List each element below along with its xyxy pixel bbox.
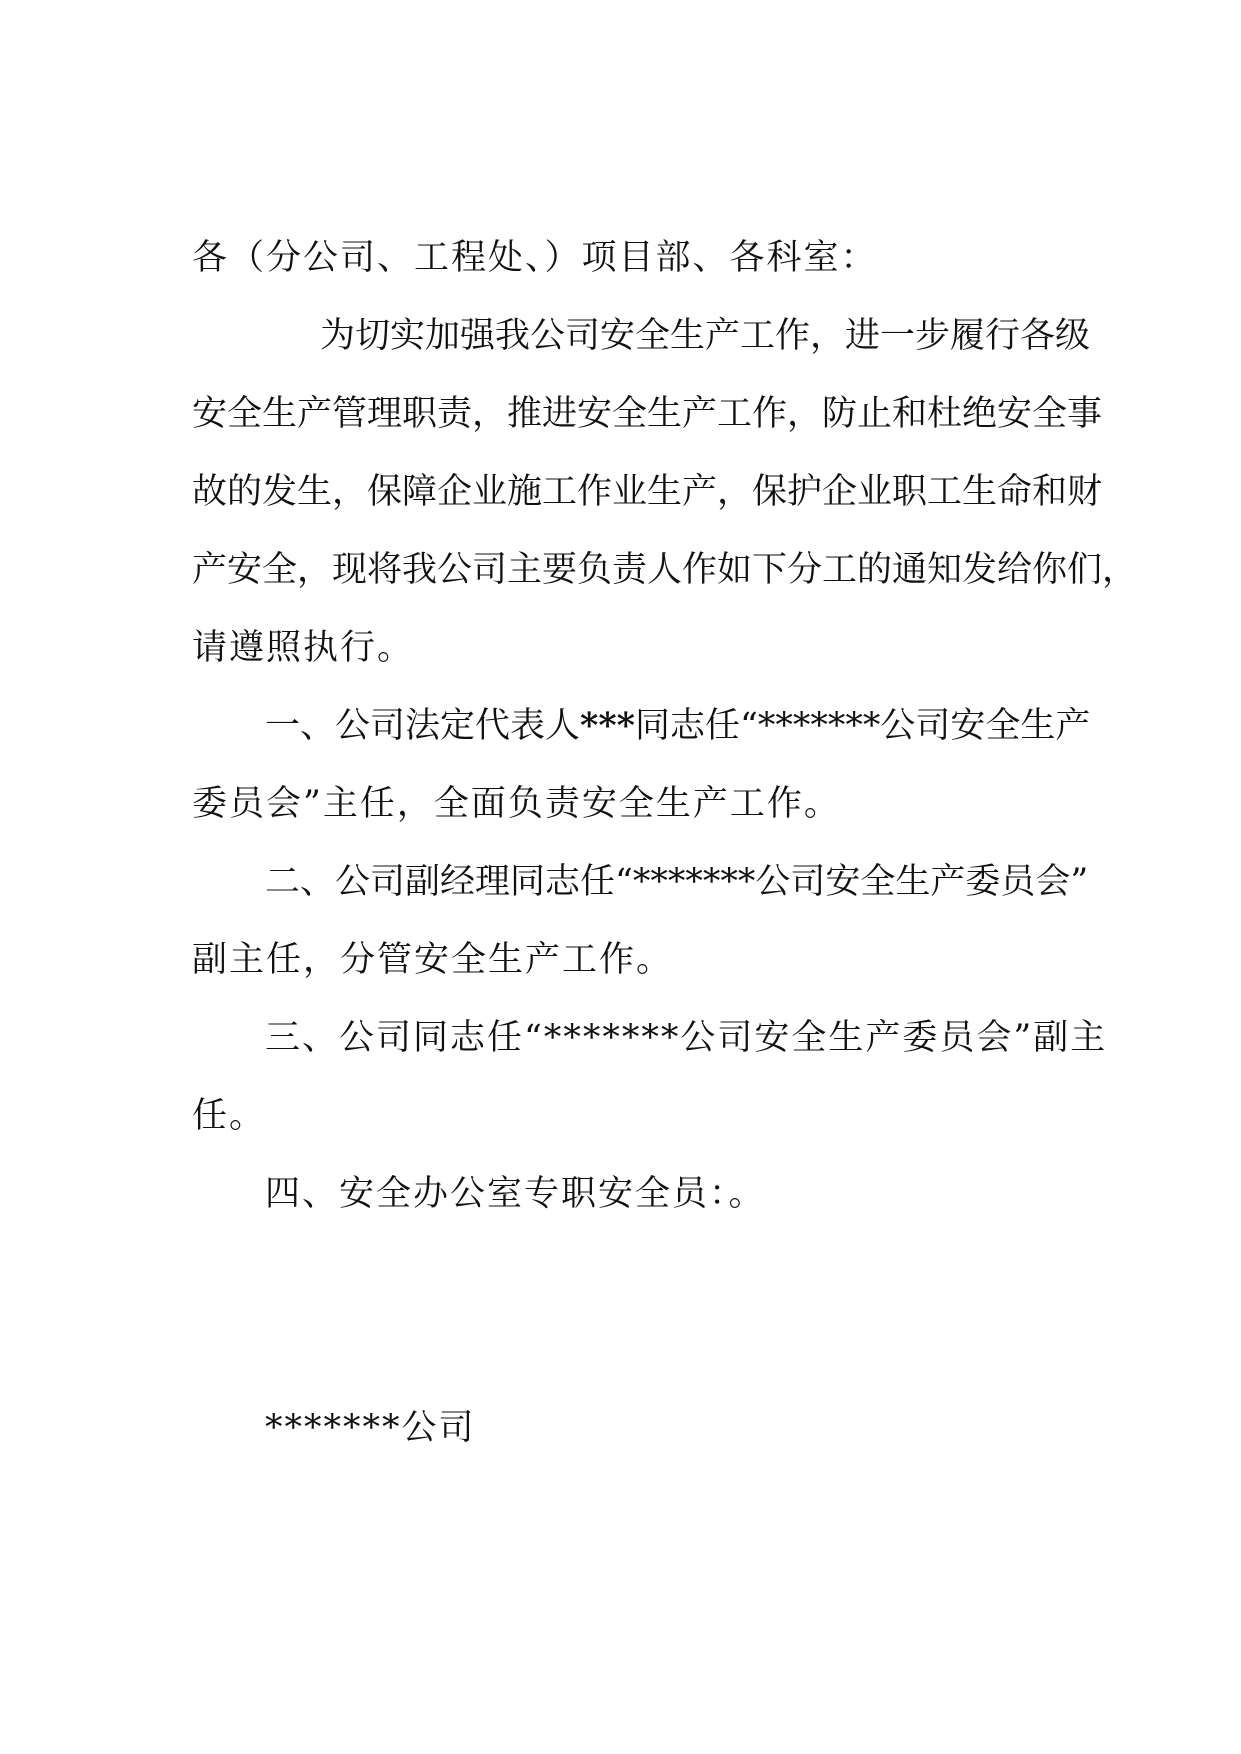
intro-line-1: 为切实加强我公司安全生产工作，进一步履行各级 xyxy=(320,316,1091,356)
intro-line-4: 产安全，现将我公司主要负责人作如下分工的通知发给你们， xyxy=(192,550,1138,590)
item-3-line-1: 三、公司同志任“*******公司安全生产委员会”副主 xyxy=(265,1018,1108,1058)
intro-line-2: 安全生产管理职责，推进安全生产工作，防止和杜绝安全事 xyxy=(192,394,1103,434)
salutation: 各（分公司、工程处、）项目部、各科室： xyxy=(192,238,878,278)
intro-line-5: 请遵照执行。 xyxy=(192,628,415,668)
signature-company: *******公司 xyxy=(265,1408,476,1448)
item-3-line-2: 任。 xyxy=(192,1096,267,1136)
intro-line-3: 故的发生，保障企业施工作业生产，保护企业职工生命和财 xyxy=(192,472,1103,512)
item-1-line-1 xyxy=(265,704,1091,748)
item-1-line-2: 委员会”主任，全面负责安全生产工作。 xyxy=(192,784,841,824)
item-2-line-2: 副主任，分管安全生产工作。 xyxy=(192,940,674,980)
item-2-line-1: 二、公司副经理同志任“*******公司安全生产委员会” xyxy=(265,862,1089,902)
item-1-name-placeholder: *** xyxy=(580,705,635,746)
item-1-text-a: 一、公司法定代表人 xyxy=(265,706,581,746)
item-4-line-1: 四、安全办公室专职安全员：。 xyxy=(265,1174,766,1214)
item-1-text-b: 同志任“*******公司安全生产 xyxy=(634,706,1091,746)
